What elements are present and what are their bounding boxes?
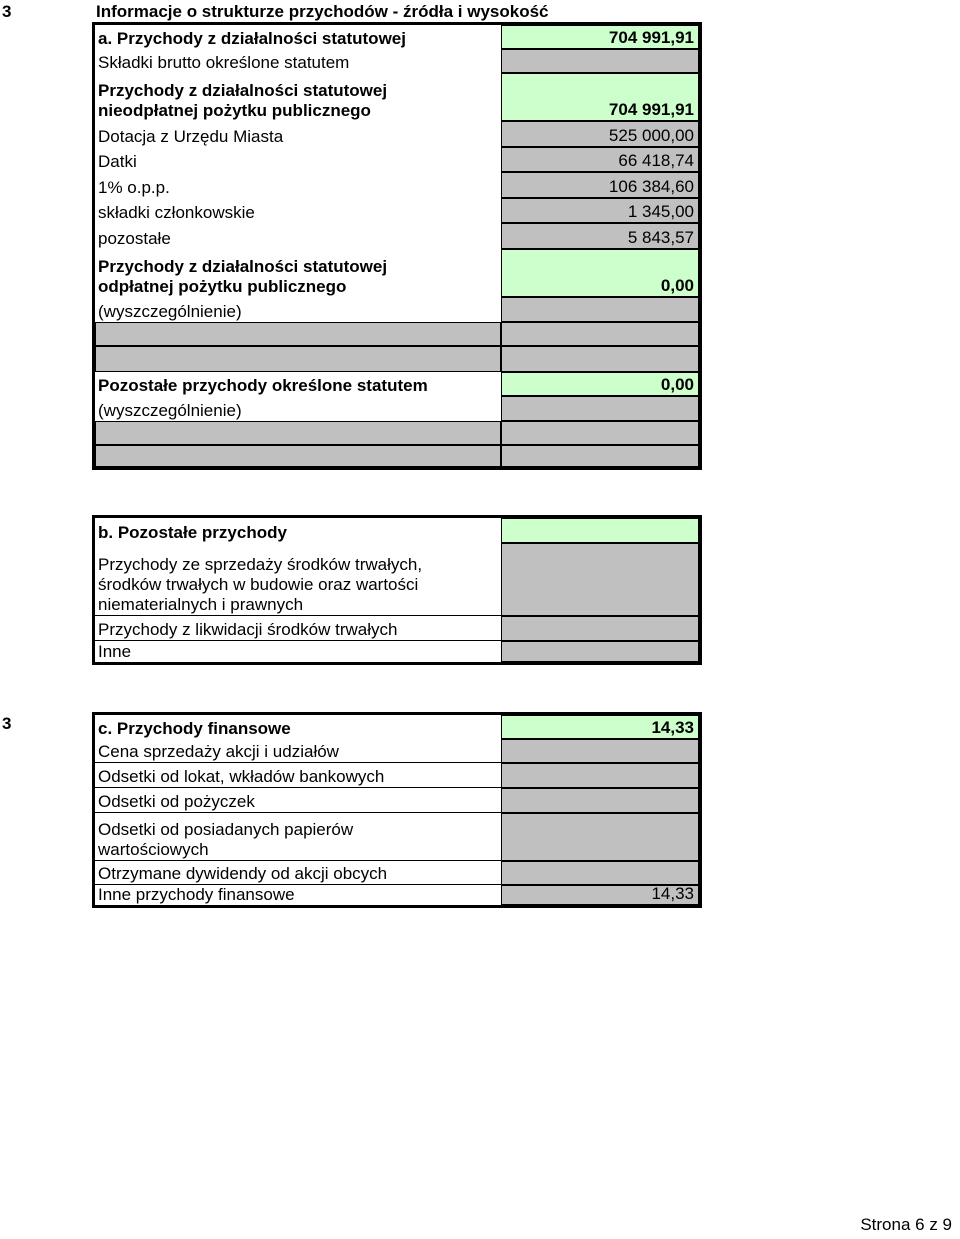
row-label: Datki [95,147,501,172]
table-other-income [92,515,702,665]
row-label [95,421,501,445]
table-statutory-income [92,22,702,470]
row-label: pozostałe [95,223,501,249]
table-row [95,861,699,885]
row-label: Odsetki od lokat, wkładów bankowych [95,763,501,788]
row-label: Inne przychody finansowe [95,885,501,905]
row-value: 0,00 [501,249,699,297]
row-label: Pozostałe przychody określone statutem [95,372,501,396]
table-financial-income [92,712,702,908]
row-label: c. Przychody finansowe [95,715,501,739]
table-row [95,372,699,396]
row-label [95,445,501,467]
table-row [95,739,699,763]
table-row [95,616,699,641]
row-label: Składki brutto określone statutem [95,49,501,73]
row-value: 0,00 [501,372,699,396]
row-value [501,763,699,788]
page-footer: Strona 6 z 9 [860,1215,952,1234]
row-label: Przychody z likwidacji środków trwałych [95,616,501,641]
row-label: Otrzymane dywidendy od akcji obcych [95,861,501,885]
row-value [501,49,699,73]
row-value: 66 418,74 [501,147,699,172]
table-row [95,543,699,616]
table-row [95,121,699,147]
table-row [95,346,699,372]
row-label: Przychody z działalności statutowej nieodpłatnej pożytku publicznego [95,73,501,121]
row-value: 14,33 [501,715,699,739]
table-row [95,198,699,223]
table-row [95,763,699,788]
row-label [95,346,501,372]
row-label: Przychody ze sprzedaży środków trwałych, środków trwałych w budowie oraz wartości niematerialnych i prawnych [95,543,501,616]
table-row [95,518,699,543]
table-row [95,73,699,121]
row-label [95,322,501,346]
table-row [95,788,699,813]
table-row [95,297,699,322]
row-label: b. Pozostałe przychody [95,518,501,543]
row-value [501,346,699,372]
table-row [95,49,699,73]
section-title: Informacje o strukturze przychodów - źródła i wysokość [96,2,549,21]
row-value [501,788,699,813]
table-row [95,147,699,172]
row-label: Odsetki od posiadanych papierów wartościowych [95,813,501,861]
row-label: (wyszczególnienie) [95,297,501,322]
row-value [501,813,699,861]
row-value [501,616,699,641]
row-value: 1 345,00 [501,198,699,223]
table-row [95,813,699,861]
row-value [501,322,699,346]
row-label: Odsetki od pożyczek [95,788,501,813]
table-row [95,445,699,467]
row-value: 5 843,57 [501,223,699,249]
row-label: Przychody z działalności statutowej odpłatnej pożytku publicznego [95,249,501,297]
table-row [95,322,699,346]
table-row [95,715,699,739]
row-value: 704 991,91 [501,73,699,121]
table-row [95,885,699,905]
row-value: 525 000,00 [501,121,699,147]
section-number: 3 [2,2,12,21]
row-value [501,641,699,662]
row-value [501,396,699,421]
row-value [501,739,699,763]
row-label: Inne [95,641,501,662]
row-label: 1% o.p.p. [95,172,501,198]
table-row [95,249,699,297]
row-value: 14,33 [501,885,699,905]
row-value [501,861,699,885]
row-label: składki członkowskie [95,198,501,223]
table-row [95,641,699,662]
row-label: Dotacja z Urzędu Miasta [95,121,501,147]
row-value: 704 991,91 [501,25,699,49]
row-label: Cena sprzedaży akcji i udziałów [95,739,501,763]
row-label: (wyszczególnienie) [95,396,501,421]
table-row [95,223,699,249]
row-value [501,445,699,467]
row-value [501,518,699,543]
table-row [95,25,699,49]
row-value [501,297,699,322]
table-row [95,421,699,445]
row-value: 106 384,60 [501,172,699,198]
table-row [95,396,699,421]
table-row [95,172,699,198]
section-number-c: 3 [2,714,12,733]
row-value [501,421,699,445]
row-label: a. Przychody z działalności statutowej [95,25,501,49]
row-value [501,543,699,616]
